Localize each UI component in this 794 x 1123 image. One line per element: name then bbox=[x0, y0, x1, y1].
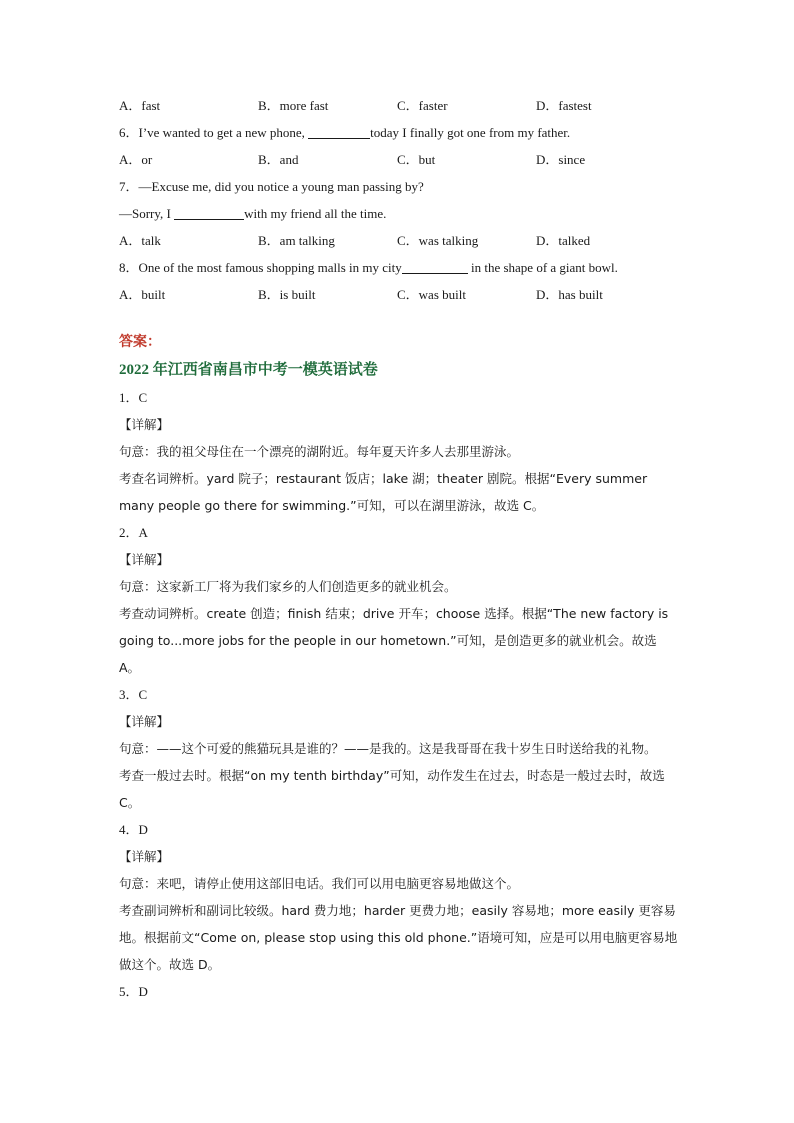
question-7-line-1: 7．—Excuse me, did you notice a young man passing by? bbox=[119, 179, 424, 194]
option-a: A．talk bbox=[119, 233, 161, 248]
option-c: C．was talking bbox=[397, 233, 479, 248]
q5-options bbox=[119, 92, 679, 119]
q7-options bbox=[119, 227, 679, 254]
answer-1-meaning: 句意：我的祖父母住在一个漂亮的湖附近。每年夏天许多人去那里游泳。 bbox=[119, 444, 520, 459]
q6-options bbox=[119, 146, 679, 173]
option-d: D．since bbox=[536, 152, 586, 167]
answer-1-analysis: 考查名词辨析。yard 院子；restaurant 饭店；lake 湖；theater 剧院。根据“Every summer many people go there for swimming.”可知，可以在湖里游泳，故选 C。 bbox=[119, 471, 648, 513]
answer-2-meaning: 句意：这家新工厂将为我们家乡的人们创造更多的就业机会。 bbox=[119, 579, 457, 594]
answer-3-analysis: 考查一般过去时。根据“on my tenth birthday”可知，动作发生在过去，时态是一般过去时，故选 C。 bbox=[119, 768, 665, 810]
option-b: B．am talking bbox=[258, 233, 335, 248]
answer-5-number: 5．D bbox=[119, 984, 148, 999]
answer-3-meaning: 句意：——这个可爱的熊猫玩具是谁的？——是我的。这是我哥哥在我十岁生日时送给我的礼物。 bbox=[119, 741, 657, 756]
exam-title: 2022 年江西省南昌市中考一模英语试卷 bbox=[119, 362, 378, 378]
section-spacer bbox=[119, 308, 679, 328]
answer-4-meaning: 句意：来吧，请停止使用这部旧电话。我们可以用电脑更容易地做这个。 bbox=[119, 876, 520, 891]
q8-options bbox=[119, 281, 679, 308]
answer-2-analysis: 考查动词辨析。create 创造；finish 结束；drive 开车；choose 选择。根据“The new factory is going to...more jobs for the people in our hometown.”可知，是创造更多的就业机会。故选 A。 bbox=[119, 606, 669, 675]
q7-text-after: with my friend all the time. bbox=[244, 206, 387, 221]
detail-label: 【详解】 bbox=[119, 714, 170, 729]
answer-blank bbox=[308, 124, 370, 139]
q8-text-after: in the shape of a giant bowl. bbox=[467, 260, 618, 275]
option-b: B．more fast bbox=[258, 98, 329, 113]
option-b: B．is built bbox=[258, 287, 316, 302]
answer-1-number: 1．C bbox=[119, 390, 148, 405]
answer-2-number: 2．A bbox=[119, 525, 148, 540]
detail-label: 【详解】 bbox=[119, 849, 170, 864]
answers-heading: 答案： bbox=[119, 334, 161, 350]
option-a: A．fast bbox=[119, 98, 161, 113]
answer-3-number: 3．C bbox=[119, 687, 148, 702]
option-b: B．and bbox=[258, 152, 299, 167]
q6-text-after: today I finally got one from my father. bbox=[370, 125, 571, 140]
option-c: C．but bbox=[397, 152, 436, 167]
question-7-line-2 bbox=[119, 200, 679, 227]
page-content bbox=[119, 92, 679, 1005]
option-d: D．has built bbox=[536, 287, 603, 302]
option-c: C．was built bbox=[397, 287, 466, 302]
option-d: D．fastest bbox=[536, 98, 592, 113]
option-a: A．built bbox=[119, 287, 166, 302]
question-8 bbox=[119, 254, 679, 281]
q7-text-before: —Sorry, I bbox=[119, 206, 175, 221]
q6-text-before: 6．I’ve wanted to get a new phone, bbox=[119, 125, 309, 140]
option-c: C．faster bbox=[397, 98, 448, 113]
option-d: D．talked bbox=[536, 233, 591, 248]
question-6 bbox=[119, 119, 679, 146]
answer-blank bbox=[402, 259, 468, 274]
answer-blank bbox=[174, 205, 244, 220]
answer-4-analysis: 考查副词辨析和副词比较级。hard 费力地；harder 更费力地；easily 容易地；more easily 更容易地。根据前文“Come on, please stop using this old phone.”语境可知，应是可以用电脑更容易地做这个。故选 D。 bbox=[119, 903, 678, 972]
q8-text-before: 8．One of the most famous shopping malls in my city bbox=[119, 260, 402, 275]
detail-label: 【详解】 bbox=[119, 552, 170, 567]
detail-label: 【详解】 bbox=[119, 417, 170, 432]
option-a: A．or bbox=[119, 152, 153, 167]
answer-4-number: 4．D bbox=[119, 822, 148, 837]
